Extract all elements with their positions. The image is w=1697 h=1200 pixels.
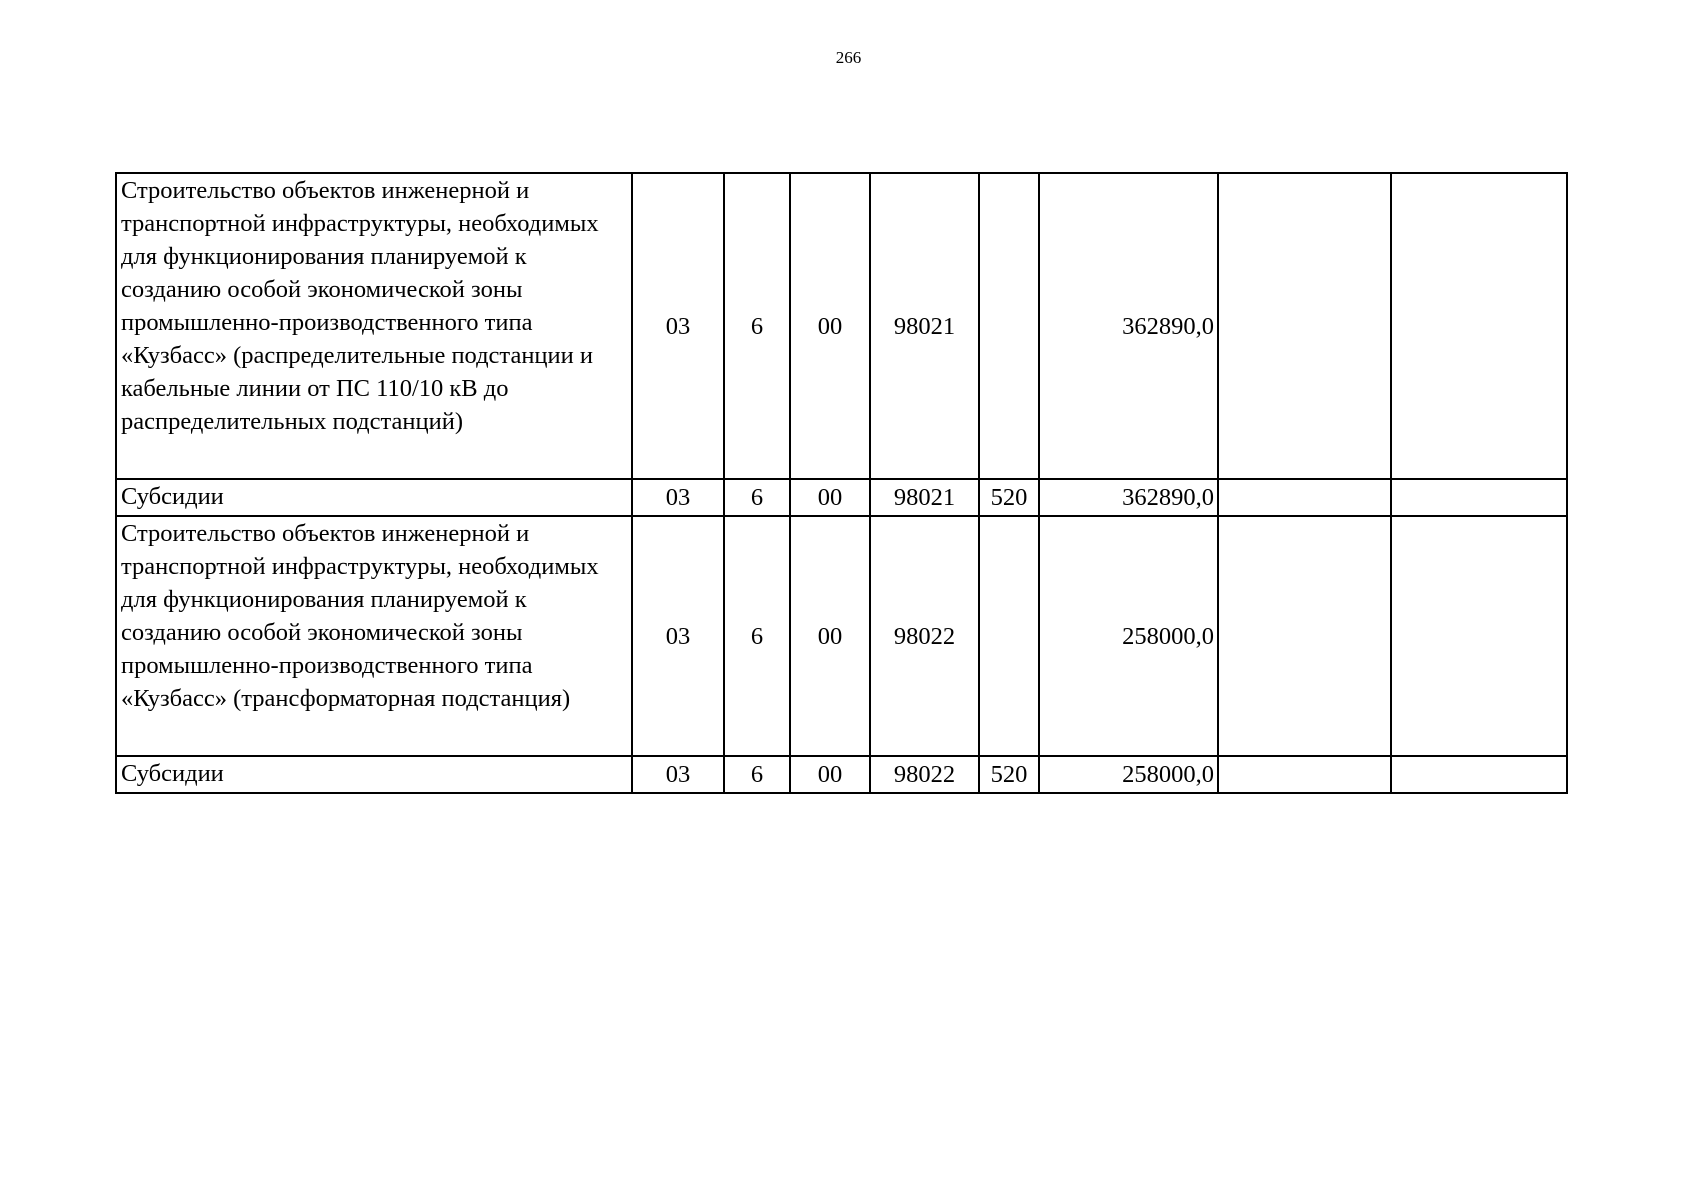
cell-empty-2 — [1391, 479, 1567, 516]
cell-amount: 258000,0 — [1039, 516, 1218, 756]
cell-empty-2 — [1391, 173, 1567, 479]
cell-expense-type — [979, 516, 1039, 756]
cell-section: 03 — [632, 756, 724, 793]
row-name-cell: Субсидии — [116, 479, 632, 516]
budget-table — [115, 172, 1568, 794]
table-row — [116, 173, 1567, 479]
cell-section: 03 — [632, 516, 724, 756]
cell-direction: 98021 — [870, 173, 979, 479]
row-name-cell: Строительство объектов инженерной и транспортной инфраструктуры, необходимых для функционирования планируемой к созданию особой экономической зоны промышленно-производственного типа «Кузбасс» (распределительные подстанции и кабельные линии от ПС 110/10 кВ до распределительных подстанций) — [116, 173, 632, 479]
cell-section: 03 — [632, 479, 724, 516]
table-row — [116, 479, 1567, 516]
cell-program: 6 — [724, 756, 790, 793]
cell-amount: 258000,0 — [1039, 756, 1218, 793]
cell-empty-1 — [1218, 479, 1391, 516]
cell-subprogram: 00 — [790, 516, 870, 756]
cell-expense-type: 520 — [979, 756, 1039, 793]
cell-empty-1 — [1218, 516, 1391, 756]
cell-amount: 362890,0 — [1039, 173, 1218, 479]
cell-empty-1 — [1218, 173, 1391, 479]
cell-direction: 98021 — [870, 479, 979, 516]
cell-program: 6 — [724, 479, 790, 516]
cell-subprogram: 00 — [790, 756, 870, 793]
cell-expense-type: 520 — [979, 479, 1039, 516]
cell-direction: 98022 — [870, 756, 979, 793]
page-number: 266 — [835, 48, 862, 67]
cell-empty-2 — [1391, 516, 1567, 756]
cell-empty-2 — [1391, 756, 1567, 793]
cell-program: 6 — [724, 516, 790, 756]
table-row — [116, 516, 1567, 756]
table-row — [116, 756, 1567, 793]
cell-section: 03 — [632, 173, 724, 479]
row-name-cell: Строительство объектов инженерной и транспортной инфраструктуры, необходимых для функционирования планируемой к созданию особой экономической зоны промышленно-производственного типа «Кузбасс» (трансформаторная подстанция) — [116, 516, 632, 756]
cell-amount: 362890,0 — [1039, 479, 1218, 516]
cell-empty-1 — [1218, 756, 1391, 793]
row-name-cell: Субсидии — [116, 756, 632, 793]
cell-subprogram: 00 — [790, 479, 870, 516]
cell-program: 6 — [724, 173, 790, 479]
cell-expense-type — [979, 173, 1039, 479]
cell-direction: 98022 — [870, 516, 979, 756]
cell-subprogram: 00 — [790, 173, 870, 479]
